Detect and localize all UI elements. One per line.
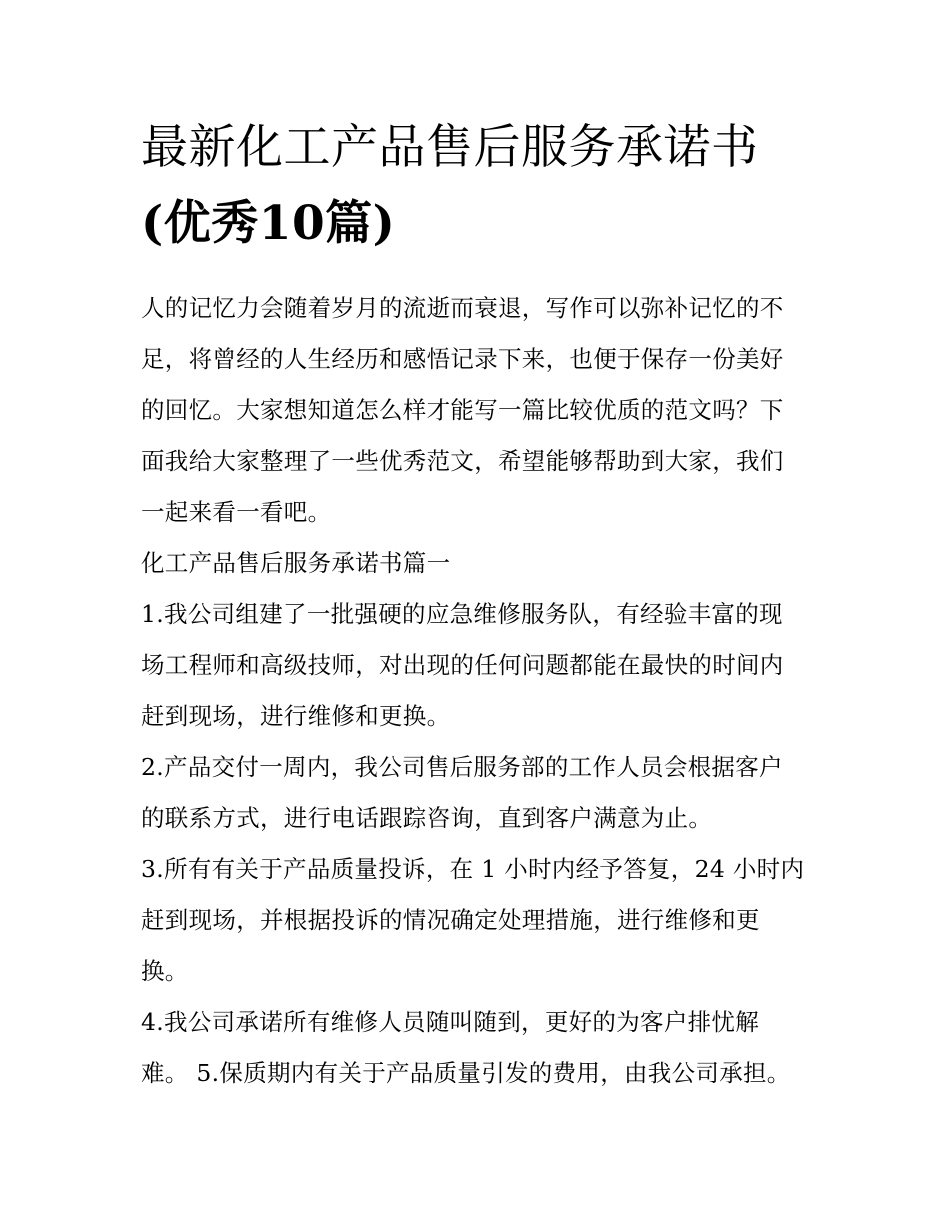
text-line: 2.产品交付一周内，我公司售后服务部的工作人员会根据客户 xyxy=(141,753,783,781)
text-line: 的联系方式，进行电话跟踪咨询，直到客户满意为止。 xyxy=(141,804,713,832)
list-item-1 xyxy=(141,589,821,742)
text-line: 足，将曾经的人生经历和感悟记录下来，也便于保存一份美好 xyxy=(141,345,784,373)
text-line: 3.所有有关于产品质量投诉，在 1 小时内经予答复，24 小时内 xyxy=(141,855,805,883)
text-line: 的回忆。大家想知道怎么样才能写一篇比较优质的范文吗？下 xyxy=(141,396,784,424)
text-line: 一起来看一看吧。 xyxy=(141,498,332,526)
title-close: 篇) xyxy=(325,196,396,251)
text-line: 换。 xyxy=(141,957,189,985)
text-line: 1.我公司组建了一批强硬的应急维修服务队，有经验丰富的现 xyxy=(141,600,783,628)
text-line: 面我给大家整理了一些优秀范文，希望能够帮助到大家，我们 xyxy=(141,447,784,475)
document-body xyxy=(141,283,821,1099)
title-line-1: 最新化工产品售后服务承诺书 xyxy=(141,120,759,175)
list-item-4 xyxy=(141,997,821,1099)
title-open: (优秀 xyxy=(141,196,259,251)
text-line: 赶到现场，进行维修和更换。 xyxy=(141,702,451,730)
text-line: 场工程师和高级技师，对出现的任何问题都能在最快的时间内 xyxy=(141,651,784,679)
title-number: 10 xyxy=(258,196,326,251)
intro-paragraph xyxy=(141,283,821,538)
list-item-2 xyxy=(141,742,821,844)
section-heading-text: 化工产品售后服务承诺书篇一 xyxy=(141,549,451,577)
section-heading xyxy=(141,538,821,589)
title-line-2 xyxy=(141,186,821,262)
list-item-3 xyxy=(141,844,821,997)
document-content xyxy=(141,110,821,1099)
document-title xyxy=(141,110,821,262)
text-line: 人的记忆力会随着岁月的流逝而衰退，写作可以弥补记忆的不 xyxy=(141,294,784,322)
text-line: 4.我公司承诺所有维修人员随叫随到，更好的为客户排忧解 xyxy=(141,1008,760,1036)
text-line: 赶到现场，并根据投诉的情况确定处理措施，进行维修和更 xyxy=(141,906,760,934)
text-line: 难。 5.保质期内有关于产品质量引发的费用，由我公司承担。 xyxy=(141,1059,791,1087)
